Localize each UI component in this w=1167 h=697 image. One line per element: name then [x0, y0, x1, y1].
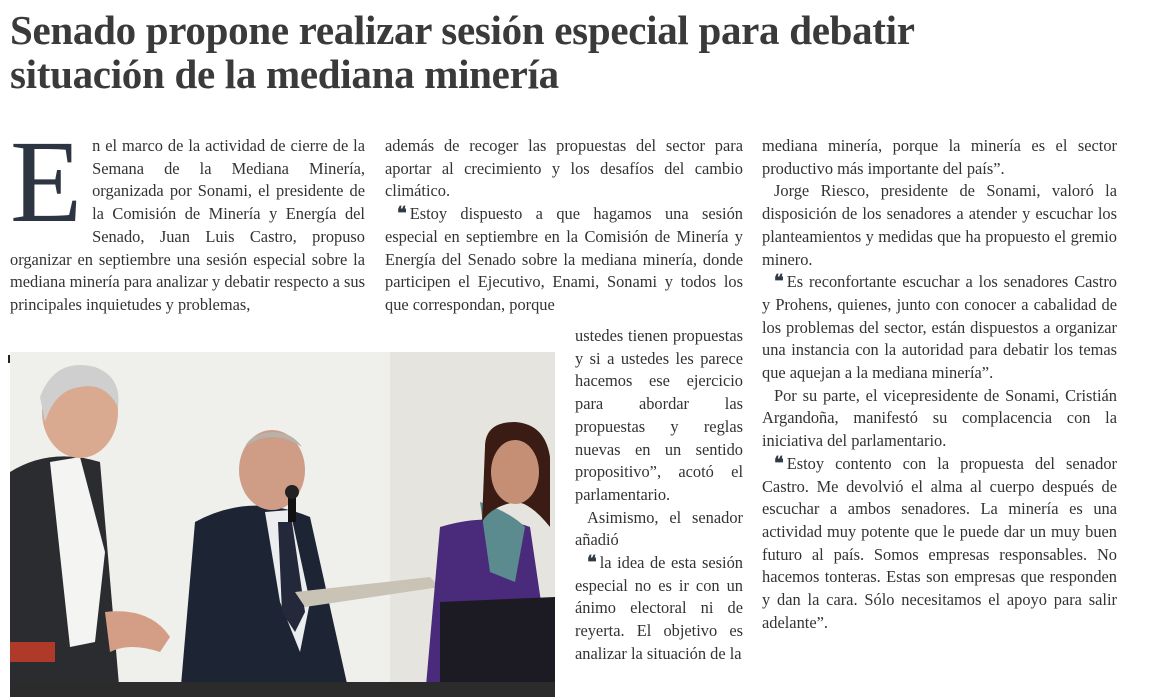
paragraph: n el marco de la actividad de cierre de la Semana de la Mediana Minería, organizada por Sonami, el presidente de la Comisión de Minería y Energía del Senado, Juan Luis Castro, propuso organizar en septiembre una sesión especial sobre la mediana minería para analizar y debatir respecto a sus principales inquietudes y problemas, [10, 136, 365, 314]
paragraph: Jorge Riesco, presidente de Sonami, valoró la disposición de los senadores a atender y escuchar los planteamientos y medidas que ha propuesto el gremio minero. [762, 181, 1117, 269]
headline-line-2: situación de la mediana minería [10, 51, 559, 97]
quote-icon: ❝ [397, 203, 407, 225]
quote-icon: ❝ [774, 271, 784, 293]
panel-illustration [10, 352, 555, 697]
paragraph: mediana minería, porque la minería es el sector productivo más importante del país”. [762, 136, 1117, 178]
event-photo [10, 352, 555, 697]
headline-line-1: Senado propone realizar sesión especial para debatir [10, 7, 915, 53]
quote-icon: ❝ [774, 452, 784, 474]
paragraph: además de recoger las propuestas del sector para aportar al crecimiento y los desafíos del cambio climático. [385, 136, 743, 201]
quote-text: Es reconfortante escuchar a los senadores Castro y Prohens, quienes, junto con conocer a cabalidad de los problemas del sector, están dispuestos a organizar una instancia con la autoridad para debatir los temas que aquejan a la mediana minería”. [762, 272, 1117, 383]
headline [10, 8, 1150, 96]
quote-icon: ❝ [587, 552, 597, 574]
quote-paragraph [575, 552, 743, 666]
paragraph: Por su parte, el vicepresidente de Sonami, Cristián Argandoña, manifestó su complacencia con la iniciativa del parlamentario. [762, 385, 1117, 451]
article-column-3 [762, 135, 1117, 634]
paragraph: ustedes tienen propuestas y si a ustedes les parece hacemos ese ejercicio para abordar las propuestas y reglas nuevas en un sentido propositivo”, acotó el parlamentario. [575, 326, 743, 504]
quote-paragraph [762, 453, 1117, 635]
quote-text: Estoy dispuesto a que hagamos una sesión especial en septiembre en la Comisión de Minería y Energía del Senado sobre la mediana minería, donde participen el Ejecutivo, Enami, Sonami y todos los que correspondan, porque [385, 204, 743, 314]
article-column-2-continued [575, 325, 743, 666]
quote-paragraph [385, 203, 743, 317]
quote-text: la idea de esta sesión especial no es ir con un ánimo electoral ni de reyerta. El objetivo es analizar la situación de la [575, 553, 743, 663]
article-column-1 [10, 116, 365, 317]
quote-text: Estoy contento con la propuesta del senador Castro. Me devolvió el alma al cuerpo después de escuchar a ambos senadores. La minería es una actividad muy potente que le puede dar un muy buen futuro al país. Somos empresas responsables. No hacemos tonteras. Estas son empresas que responden y dan la cara. Sólo necesitamos el apoyo para salir adelante”. [762, 453, 1117, 632]
drop-cap: E [10, 116, 83, 247]
quote-paragraph [762, 271, 1117, 385]
article-column-2 [385, 135, 743, 317]
paragraph: Asimismo, el senador añadió [575, 507, 743, 550]
